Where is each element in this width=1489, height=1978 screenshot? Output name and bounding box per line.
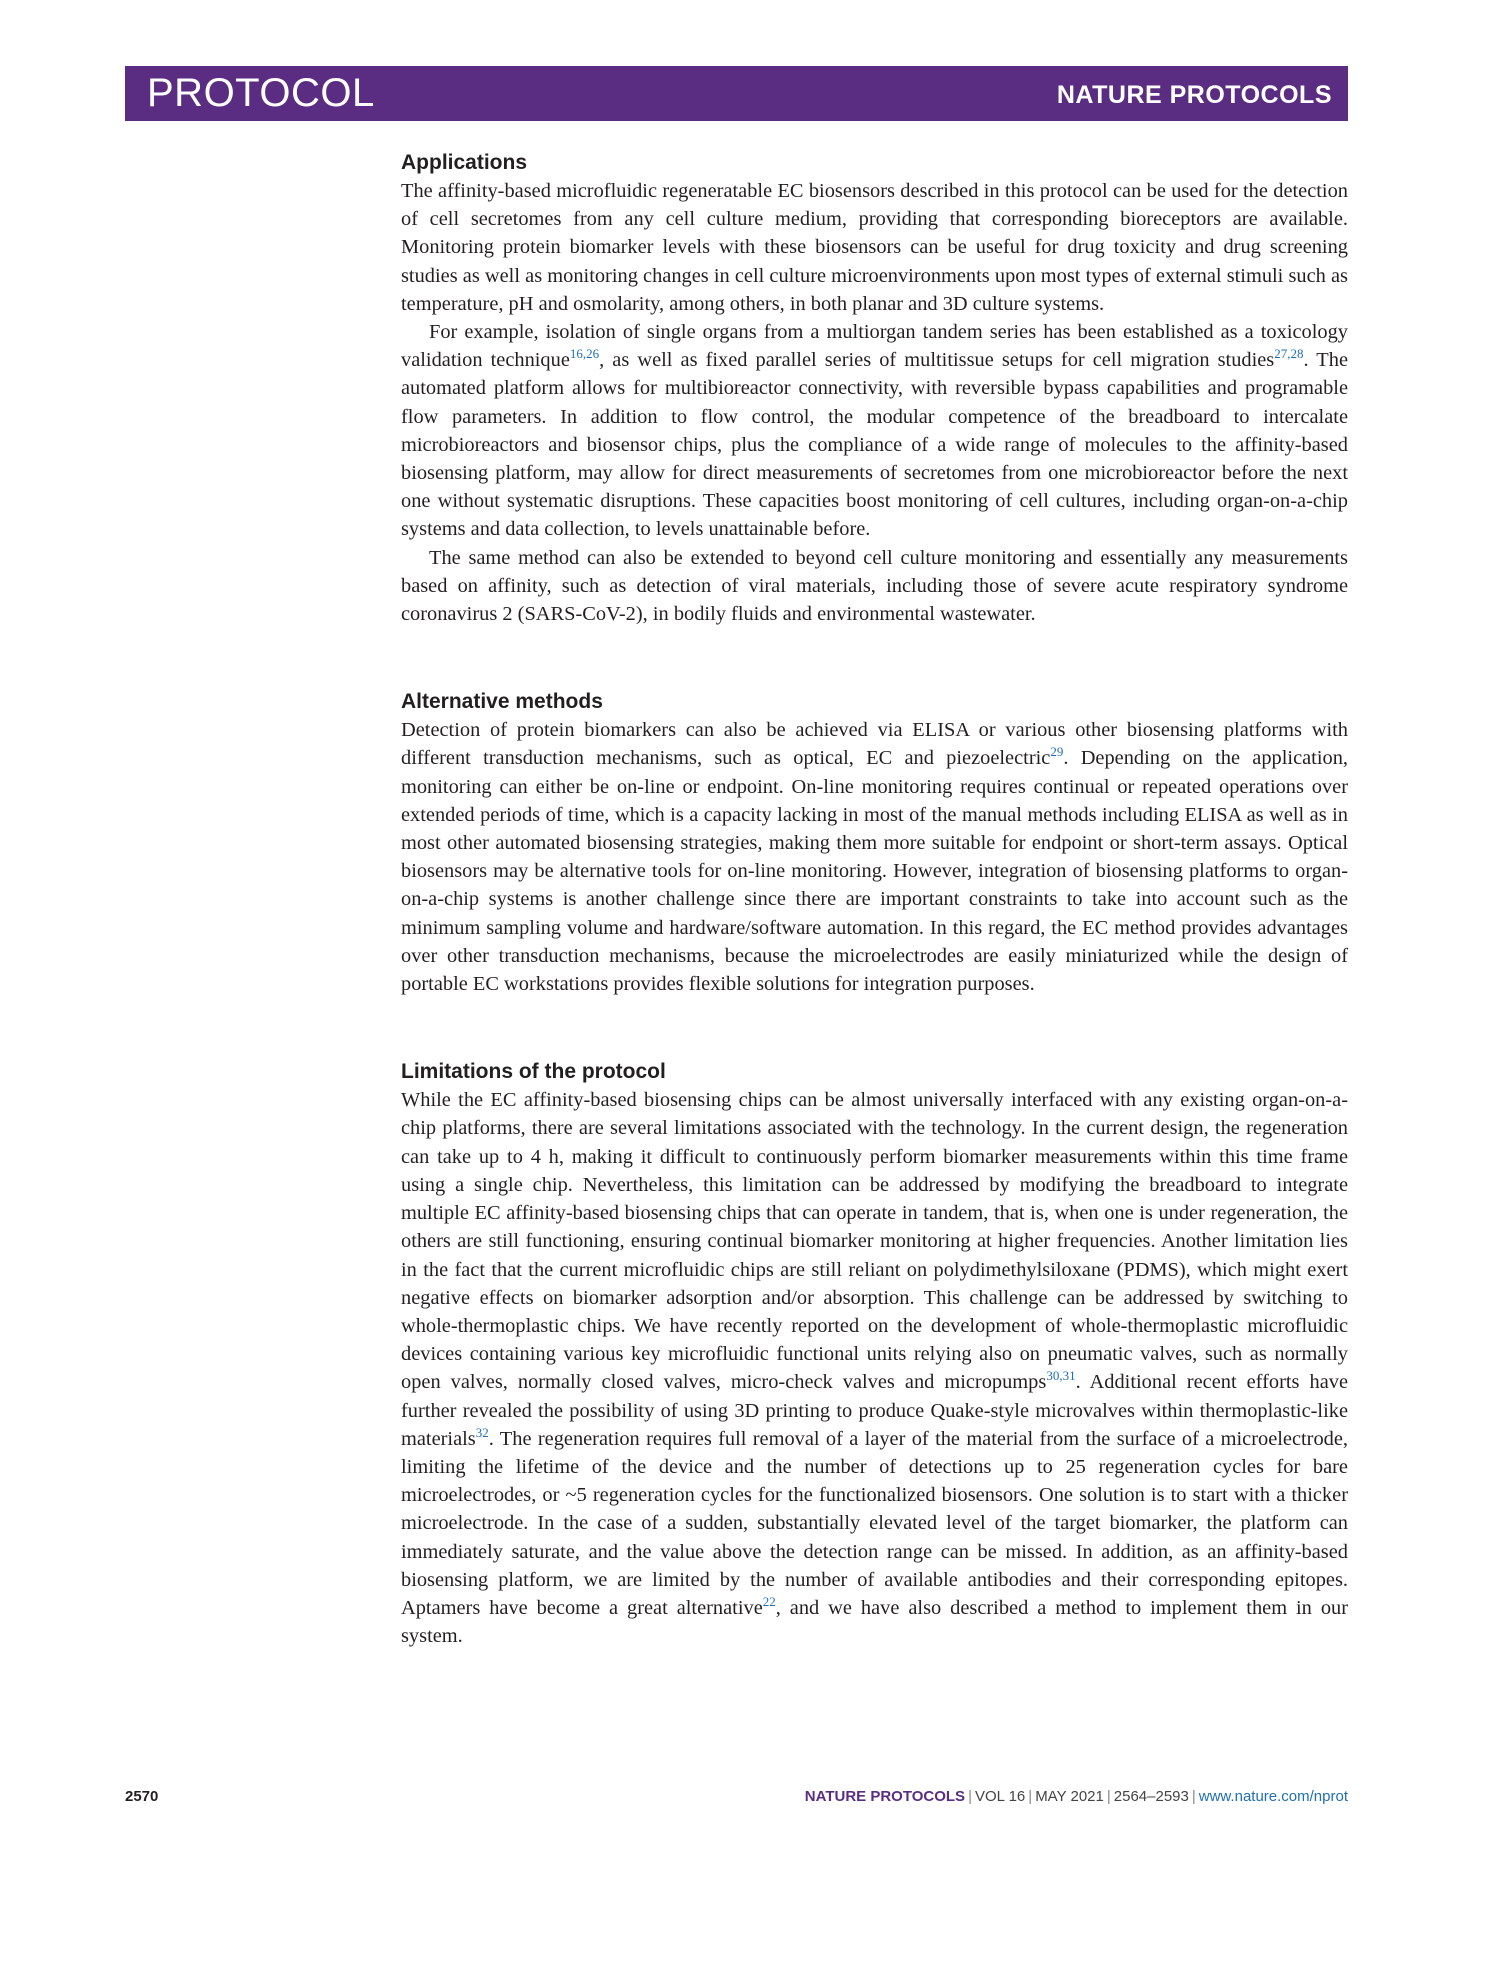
section-heading: Limitations of the protocol (401, 1060, 666, 1084)
section-heading: Alternative methods (401, 690, 603, 714)
section-heading: Applications (401, 151, 528, 174)
citation-ref-link[interactable]: 30,31 (1046, 1368, 1076, 1384)
citation-ref-link[interactable]: 29 (1050, 744, 1064, 760)
journal-url-link[interactable]: www.nature.com/nprot (1198, 1788, 1348, 1805)
running-header (125, 66, 1348, 121)
paragraph: Detection of protein biomarkers can also be achieved via ELISA or various other biosensing platforms with different transduction mechanisms, such as optical, EC and piezoelectric$^{29}$. Depending on the application, monitoring can either be on-line or endpoint. On-line monitoring requires continual or repeated operations over extended periods of time, which is a capacity lacking in most of the manual methods including ELISA as well as in most other automated biosensing strategies, making them more suitable for endpoint or short-term assays. Optical biosensors may be alternative tools for on-line monitoring. However, integration of biosensing platforms to organ-on-a-chip systems is another challenge since there are important constraints to take into account such as the minimum sampling volume and hardware/software automation. In this regard, the EC method provides advantages over other transduction mechanisms, because the microelectrodes are easily miniaturized while the design of portable EC workstations provides flexible solutions for integration purposes. (401, 719, 1348, 996)
citation-ref-link[interactable]: 22 (762, 1593, 776, 1609)
citation-ref-link[interactable]: 16,26 (569, 346, 600, 362)
footer-date: MAY 2021 (1035, 1788, 1104, 1805)
section-applications (401, 149, 1348, 628)
section-alternative-methods (401, 688, 1348, 998)
journal-name-header: NATURE PROTOCOLS (1056, 81, 1332, 109)
paragraph: The same method can also be extended to beyond cell culture monitoring and essentially any measurements based on affinity, such as detection of viral materials, including those of severe acute respiratory syndrome coronavirus 2 (SARS-CoV-2), in bodily fluids and environmental wastewater. (401, 546, 1348, 626)
page-footer (125, 1785, 1348, 1809)
main-content (401, 149, 1348, 1710)
footer-pages: 2564–2593 (1113, 1788, 1189, 1805)
paragraph: For example, isolation of single organs from a multiorgan tandem series has been established as a toxicology validation technique$^{16,26}$, as well as fixed parallel series of multitissue setups for cell migration studies$^{27,28}$. The automated platform allows for multibioreactor connectivity, with reversible bypass capabilities and programable flow parameters. In addition to flow control, the modular competence of the breadboard to intercalate microbioreactors and biosensor chips, plus the compliance of a wide range of molecules to the affinity-based biosensing platform, may allow for direct measurements of secretomes from one microbioreactor before the next one without systematic disruptions. These capacities boost monitoring of cell cultures, including organ-on-a-chip systems and data collection, to levels unattainable before. (401, 321, 1348, 541)
citation-ref-link[interactable]: 32 (475, 1424, 489, 1440)
citation-ref-link[interactable]: 27,28 (1274, 346, 1304, 362)
section-limitations (401, 1058, 1348, 1650)
footer-journal: NATURE PROTOCOLS (804, 1788, 966, 1805)
citation-line: NATURE PROTOCOLS | VOL 16 | MAY 2021 | 2564–2593 | www.nature.com/nprot (804, 1788, 1348, 1805)
page-number: 2570 (125, 1788, 159, 1805)
footer-volume: VOL 16 (974, 1788, 1026, 1805)
article-type-label: PROTOCOL (147, 71, 375, 115)
paragraph: While the EC affinity-based biosensing chips can be almost universally interfaced with any existing organ-on-a-chip platforms, there are several limitations associated with the technology. In the current design, the regeneration can take up to 4 h, making it difficult to continuously perform biomarker measurements within this time frame using a single chip. Nevertheless, this limitation can be addressed by modifying the breadboard to integrate multiple EC affinity-based biosensing chips that can operate in tandem, that is, when one is under regeneration, the others are still functioning, ensuring continual biomarker monitoring at higher frequencies. Another limitation lies in the fact that the current microfluidic chips are still reliant on polydimethylsiloxane (PDMS), which might exert negative effects on biomarker adsorption and/or absorption. This challenge can be addressed by switching to whole-thermoplastic chips. We have recently reported on the development of whole-thermoplastic microfluidic devices containing various key microfluidic functional units relying also on pneumatic valves, such as normally open valves, normally closed valves, micro-check valves and micropumps$^{30,31}$. Additional recent efforts have further revealed the possibility of using 3D printing to produce Quake-style microvalves within thermoplastic-like materials$^{32}$. The regeneration requires full removal of a layer of the material from the surface of a microelectrode, limiting the lifetime of the device and the number of detections up to 25 regeneration cycles for bare microelectrodes, or ~5 regeneration cycles for the functionalized biosensors. One solution is to start with a thicker microelectrode. In the case of a sudden, substantially elevated level of the target biomarker, the platform can immediately saturate, and the value above the detection range can be missed. In addition, as an affinity-based biosensing platform, we are limited by the number of available antibodies and their corresponding epitopes. Aptamers have become a great alternative$^{22}$, and we have also described a method to implement them in our system. (401, 1089, 1348, 1648)
paragraph: The affinity-based microfluidic regeneratable EC biosensors described in this protocol can be used for the detection of cell secretomes from any cell culture medium, providing that corresponding bioreceptors are available. Monitoring protein biomarker levels with these biosensors can be useful for drug toxicity and drug screening studies as well as monitoring changes in cell culture microenvironments upon most types of external stimuli such as temperature, pH and osmolarity, among others, in both planar and 3D culture systems. (401, 180, 1348, 315)
